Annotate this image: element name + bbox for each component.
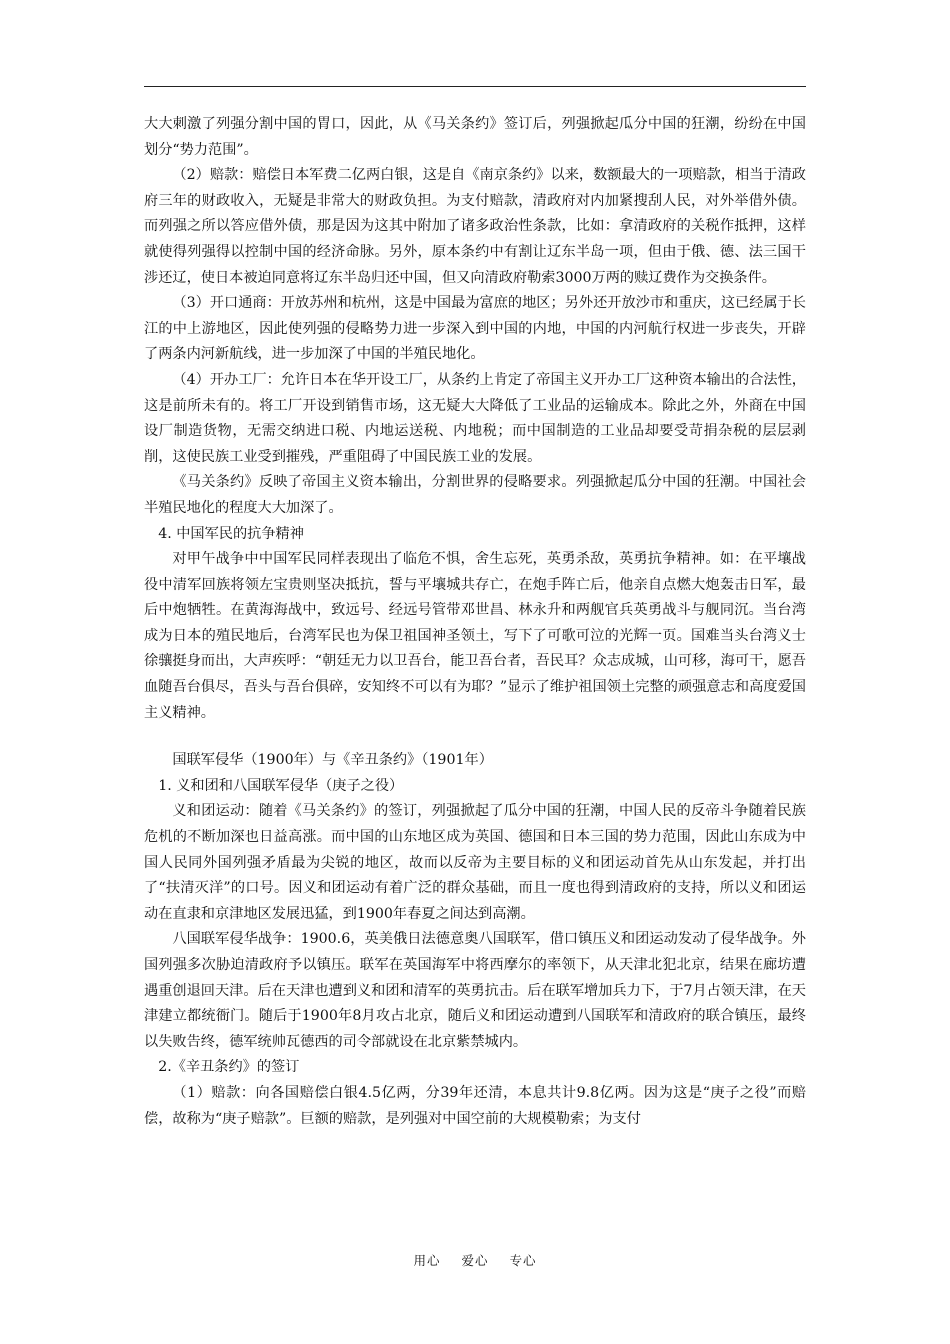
page-footer: [0, 1251, 950, 1269]
paragraph-factories: （4）开办工厂：允许日本在华开设工厂，从条约上肯定了帝国主义开办工厂这种资本输出的合法性，这是前所未有的。将工厂开设到销售市场，这无疑大大降低了工业品的运输成本。除此之外，外商在中国设厂制造货物，无需交纳进口税、内地运送税、内地税；而中国制造的工业品却要受苛捐杂税的层层剥削，这使民族工业受到摧残，严重阻碍了中国民族工业的发展。: [144, 371, 806, 465]
section-title-boxer: 国联军侵华（1900年）与《辛丑条约》（1901年）: [172, 752, 493, 769]
paragraph-xinchou-indemnity: （1）赔款：向各国赔偿白银4.5亿两，分39年还清，本息共计9.8亿两。因为这是“庚子之役”而赔偿，故称为“庚子赔款”。巨额的赔款，是列强对中国空前的大规模勒索；为支付: [144, 1084, 806, 1127]
paragraph-indemnity: （2）赔款：赔偿日本军费二亿两白银，这是自《南京条约》以来，数额最大的一项赔款，相当于清政府三年的财政收入，无疑是非常大的财政负担。为支付赔款，清政府对内加紧搜刮人民，对外举借外债。而列强之所以答应借外债，那是因为这其中附加了诸多政治性条款，比如：拿清政府的关税作抵押，这样就使得列强得以控制中国的经济命脉。另外，原本条约中有割让辽东半岛一项，但由于俄、德、法三国干涉还辽，使日本被迫同意将辽东半岛归还中国，但又向清政府勒索3000万两的赎辽费作为交换条件。: [144, 167, 806, 286]
heading-xinchou-treaty: 2.《辛丑条约》的签订: [158, 1059, 300, 1076]
header-rule: [144, 86, 806, 87]
footer-word-3: 专心: [509, 1253, 537, 1268]
paragraph-boxer-movement: 义和团运动：随着《马关条约》的签订，列强掀起了瓜分中国的狂潮，中国人民的反帝斗争随着民族危机的不断加深也日益高涨。而中国的山东地区成为英国、德国和日本三国的势力范围，因此山东成为中国人民同外国列强矛盾最为尖锐的地区，故而以反帝为主要目标的义和团运动首先从山东发起，并打出了“扶清灭洋”的口号。因义和团运动有着广泛的群众基础，而且一度也得到清政府的支持，所以义和团运动在直隶和京津地区发展迅猛，到1900年春夏之间达到高潮。: [144, 803, 806, 922]
paragraph-continuation: 大大刺激了列强分割中国的胃口，因此，从《马关条约》签订后，列强掀起瓜分中国的狂潮，纷纷在中国划分“势力范围”。: [144, 116, 806, 158]
paragraph-open-ports: （3）开口通商：开放苏州和杭州，这是中国最为富庶的地区；另外还开放沙市和重庆，这已经属于长江的中上游地区，因此使列强的侵略势力进一步深入到中国的内地，中国的内河航行权进一步丧失，开辟了两条内河新航线，进一步加深了中国的半殖民地化。: [144, 295, 806, 363]
footer-word-1: 用心: [413, 1253, 441, 1268]
page-body: [144, 112, 806, 1132]
paragraph-resistance: 对甲午战争中中国军民同样表现出了临危不惧，舍生忘死，英勇杀敌，英勇抗争精神。如：在平壤战役中清军回族将领左宝贵则坚决抵抗，誓与平壤城共存亡，在炮手阵亡后，他亲自点燃大炮轰击日军，最后中炮牺牲。在黄海海战中，致远号、经远号管带邓世昌、林永升和两舰官兵英勇战斗与舰同沉。当台湾成为日本的殖民地后，台湾军民也为保卫祖国神圣领土，写下了可歌可泣的光辉一页。国难当头台湾义士徐骧挺身而出，大声疾呼：“朝廷无力以卫吾台，能卫吾台者，吾民耳？众志成城，山可移，海可干，愿吾血随吾台俱尽，吾头与吾台俱碎，安知终不可以有为耶？”显示了维护祖国领土完整的顽强意志和高度爱国主义精神。: [144, 551, 806, 721]
heading-boxer-invasion: 1. 义和团和八国联军侵华（庚子之役）: [158, 777, 404, 794]
paragraph-eight-nation-invasion: 八国联军侵华战争：1900.6，英美俄日法德意奥八国联军，借口镇压义和团运动发动了侵华战争。外国列强多次胁迫清政府予以镇压。联军在英国海军中将西摩尔的率领下，从天津北犯北京，结果在廊坊遭遇重创退回天津。后在天津也遭到义和团和清军的英勇抗击。后在联军增加兵力下，于7月占领天津，在天津建立都统衙门。随后于1900年8月攻占北京，随后义和团运动遭到八国联军和清政府的联合镇压，最终以失败告终，德军统帅瓦德西的司令部就设在北京紫禁城内。: [144, 931, 806, 1050]
footer-word-2: 爱心: [461, 1253, 489, 1268]
paragraph-summary: 《马关条约》反映了帝国主义资本输出，分割世界的侵略要求。列强掀起瓜分中国的狂潮。中国社会半殖民地化的程度大大加深了。: [144, 474, 806, 516]
heading-resistance: 4. 中国军民的抗争精神: [158, 525, 304, 542]
